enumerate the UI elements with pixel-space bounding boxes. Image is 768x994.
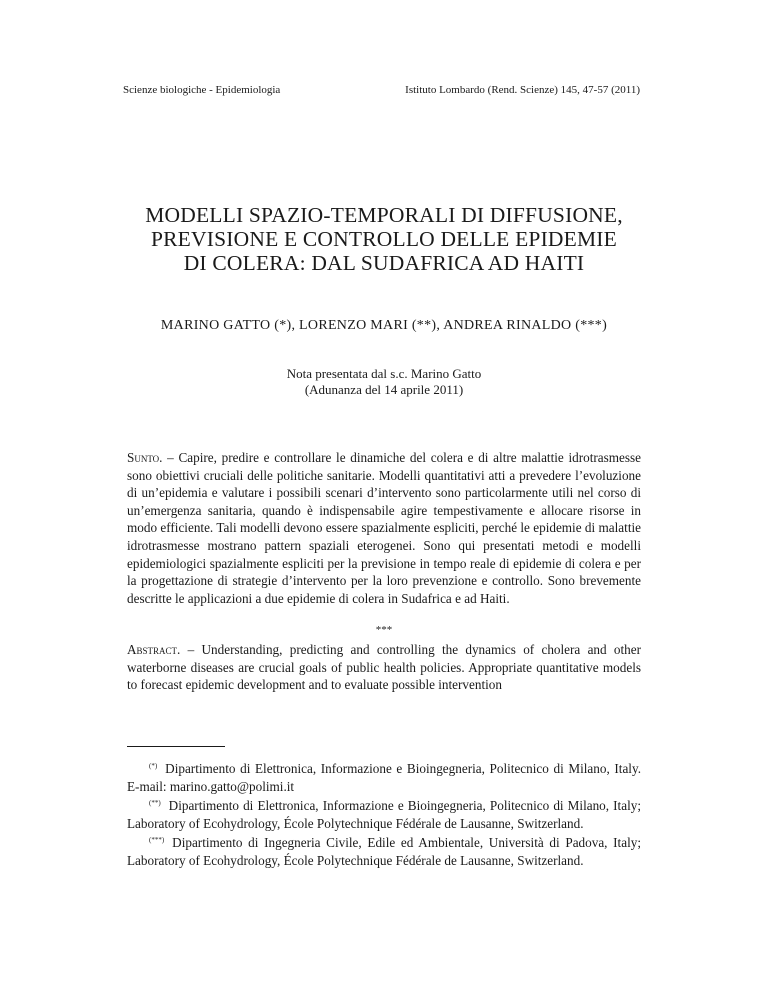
header-section: Scienze biologiche - Epidemiologia	[123, 84, 281, 96]
header-journal: Istituto Lombardo (Rend. Scienze) 145, 47-57 (2011)	[405, 84, 640, 96]
abstract-paragraph	[127, 641, 641, 694]
title-line: MODELLI SPAZIO-TEMPORALI DI DIFFUSIONE,	[145, 203, 623, 227]
sunto-label: Sunto.	[127, 450, 163, 465]
title-line: DI COLERA: DAL SUDAFRICA AD HAITI	[183, 251, 585, 275]
footnote-mark: (**)	[149, 799, 161, 808]
footnote	[127, 795, 641, 832]
footnote-text: Dipartimento di Elettronica, Informazione e Bioingegneria, Politecnico di Milano, Italy; Laboratory of Ecohydrology, École Polytechnique Fédérale de Lausanne, Switzerland.	[127, 798, 641, 831]
footnote	[127, 832, 641, 869]
paper-title	[100, 203, 668, 275]
session-date: (Adunanza del 14 aprile 2011)	[304, 382, 464, 397]
sunto-text: – Capire, predire e controllare le dinamiche del colera e di altre malattie idrotrasmesse sono obiettivi cruciali delle politiche sanitarie. Modelli quantitativi atti a prevedere l’evoluzione di un’epidemia e valutare i possibili scenari d’intervento sono particolarmente utili nel corso di un’emergenza sanitaria, quando è indispensabile agire tempestivamente e allocare risorse in modo efficiente. Tali modelli devono essere spazialmente espliciti, perché le epidemie di malattie idrotrasmesse mostrano pattern spaziali eterogenei. Sono qui presentati metodi e modelli epidemiologici spazialmente espliciti per la previsione in tempo reale di epidemie di colera e per la progettazione di strategie d’intervento per la loro prevenzione e controllo. Sono brevemente descritte le applicazioni a due epidemie di colera in Sudafrica e ad Haiti.	[127, 450, 641, 606]
footnote-mark: (*)	[149, 762, 158, 770]
section-separator: ***	[375, 624, 393, 636]
presentation-note	[100, 366, 668, 398]
presented-by: Nota presentata dal s.c. Marino Gatto	[286, 366, 482, 381]
footnote-text: Dipartimento di Ingegneria Civile, Edile ed Ambientale, Università di Padova, Italy; Laboratory of Ecohydrology, École Polytechnique Fédérale de Lausanne, Switzerland.	[127, 835, 641, 868]
footnote-rule	[127, 746, 225, 747]
footnotes	[127, 758, 641, 870]
title-line: PREVISIONE E CONTROLLO DELLE EPIDEMIE	[150, 227, 618, 251]
footnote-mark: (***)	[149, 836, 165, 845]
footnote	[127, 758, 641, 795]
running-header	[123, 84, 640, 96]
abstract-text: – Understanding, predicting and controlling the dynamics of cholera and other waterborne diseases are crucial goals of public health policies. Appropriate quantitative models to forecast epidemic development and to evaluate possible intervention	[127, 642, 641, 693]
abstract-label: Abstract.	[127, 642, 181, 657]
author-list: MARINO GATTO (*), LORENZO MARI (**), ANDREA RINALDO (***)	[160, 318, 608, 333]
sunto-paragraph	[127, 449, 641, 607]
footnote-text: Dipartimento di Elettronica, Informazione e Bioingegneria, Politecnico di Milano, Italy. E-mail: marino.gatto@polimi.it	[127, 761, 641, 794]
